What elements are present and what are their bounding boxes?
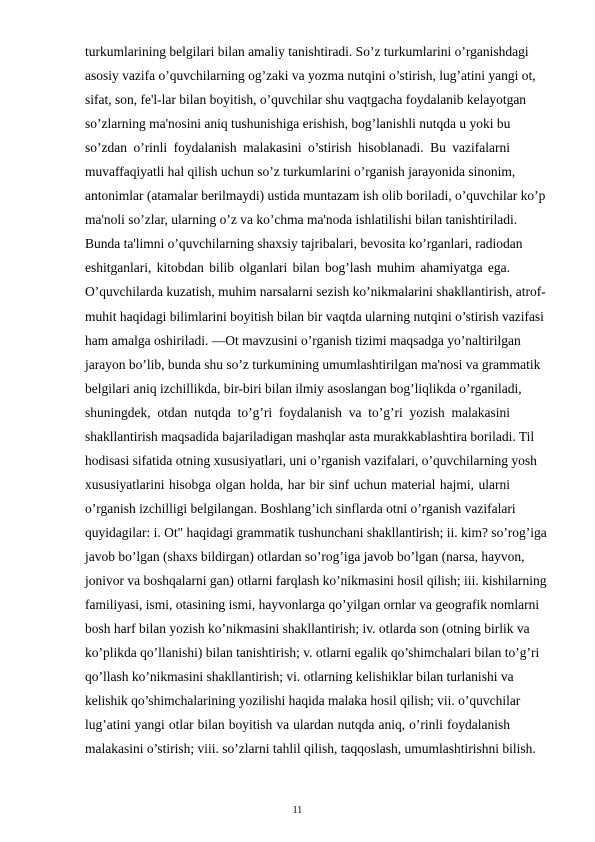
text-line: familiyasi, ismi, otasining ismi, hayvonlarga qo’yilgan ornlar va geografik nomlarni [85, 597, 540, 613]
text-line: xususiyatlarini hisobga olgan holda, har bir sinf uchun material hajmi, ularni [85, 476, 510, 492]
text-line: shakllantirish maqsadida bajariladigan mashqlar asta murakkablashtira boriladi. Til [85, 428, 535, 444]
page-number: 11 [292, 805, 303, 816]
text-line: muhit haqidagi bilimlarini boyitish bilan bir vaqtda ularning nutqini o’stirish vazifasi [85, 308, 544, 324]
text-line: o’rganish izchilligi belgilangan. Boshlang’ich sinflarda otni o’rganish vazifalari [85, 500, 516, 516]
text-line: jonivor va boshqalarni gan) otlarni farqlash ko’nikmasini hosil qilish; iii. kishilarning [85, 573, 547, 589]
text-line: hodisasi sifatida otning xususiyatlari, uni o’rganish vazifalari, o’quvchilarning yosh [85, 452, 537, 468]
text-line: quyidagilar: i. Ot" haqidagi grammatik tushunchani shakllantirish; ii. kim? so’rog’iga [85, 524, 547, 540]
text-line: antonimlar (atamalar berilmaydi) ustida muntazam ish olib boriladi, o’quvchilar ko’p [85, 188, 546, 204]
text-line: eshitganlari, kitobdan bilib olganlari bilan bog’lash muhim ahamiyatga ega. [85, 260, 510, 276]
text-line: qo’llash ko’nikmasini shakllantirish; vi. otlarning kelishiklar bilan turlanishi va [85, 669, 514, 685]
text-line: ko’plikda qo’llanishi) bilan tanishtirish; v. otlarni egalik qo’shimchalari bilan to’g’ri [85, 645, 540, 661]
text-line: turkumlarining belgilari bilan amaliy tanishtiradi. So’z turkumlarini o’rganishdagi [85, 44, 529, 59]
text-line: ma'noli so’zlar, ularning o’z va ko’chma ma'noda ishlatilishi bilan tanishtiriladi. [85, 212, 518, 228]
text-line: asosiy vazifa o’quvchilarning og’zaki va yozma nutqini o’stirish, lug’atini yangi ot, [85, 68, 536, 84]
text-line: malakasini o’stirish; viii. so’zlarni tahlil qilish, taqqoslash, umumlashtirishni bilish. [85, 741, 536, 757]
text-line: so’zdan o’rinli foydalanish malakasini o’stirish hisoblanadi. Bu vazifalarni [85, 140, 510, 156]
text-line: muvaffaqiyatli hal qilish uchun so’z turkumlarini o’rganish jarayonida sinonim, [85, 164, 516, 180]
text-line: belgilari aniq izchillikda, bir-biri bilan ilmiy asoslangan bog’liqlikda o’rganiladi, [85, 380, 522, 396]
text-line: sifat, son, fe'l-lar bilan boyitish, o’quvchilar shu vaqtgacha foydalanib kelayotgan [85, 92, 527, 108]
text-line: jarayon bo’lib, bunda shu so’z turkumining umumlashtirilgan ma'nosi va grammatik [85, 356, 541, 372]
text-line: Bunda ta'limni o’quvchilarning shaxsiy tajribalari, bevosita ko’rganlari, radiodan [85, 236, 523, 252]
text-line: bosh harf bilan yozish ko’nikmasini shakllantirish; iv. otlarda son (otning birlik va [85, 621, 530, 637]
body-text [85, 40, 547, 761]
text-line: shuningdek, otdan nutqda to’g’ri foydalanish va to’g’ri yozish malakasini [85, 404, 510, 420]
text-line: javob bo’lgan (shaxs bildirgan) otlardan so’rog’iga javob bo’lgan (narsa, hayvon, [85, 548, 525, 564]
text-line: lug’atini yangi otlar bilan boyitish va ulardan nutqda aniq, o’rinli foydalanish [85, 717, 510, 733]
text-line: kelishik qo’shimchalarining yozilishi haqida malaka hosil qilish; vii. o’quvchilar [85, 693, 521, 709]
text-line: ham amalga oshiriladi. ―Ot mavzusini o’rganish tizimi maqsadga yo’naltirilgan [85, 332, 521, 348]
text-line: O’quvchilarda kuzatish, muhim narsalarni sezish ko’nikmalarini shakllantirish, atrof- [85, 284, 546, 300]
text-line: so’zlarning ma'nosini aniq tushunishiga erishish, bog’lanishli nutqda u yoki bu [85, 116, 511, 132]
